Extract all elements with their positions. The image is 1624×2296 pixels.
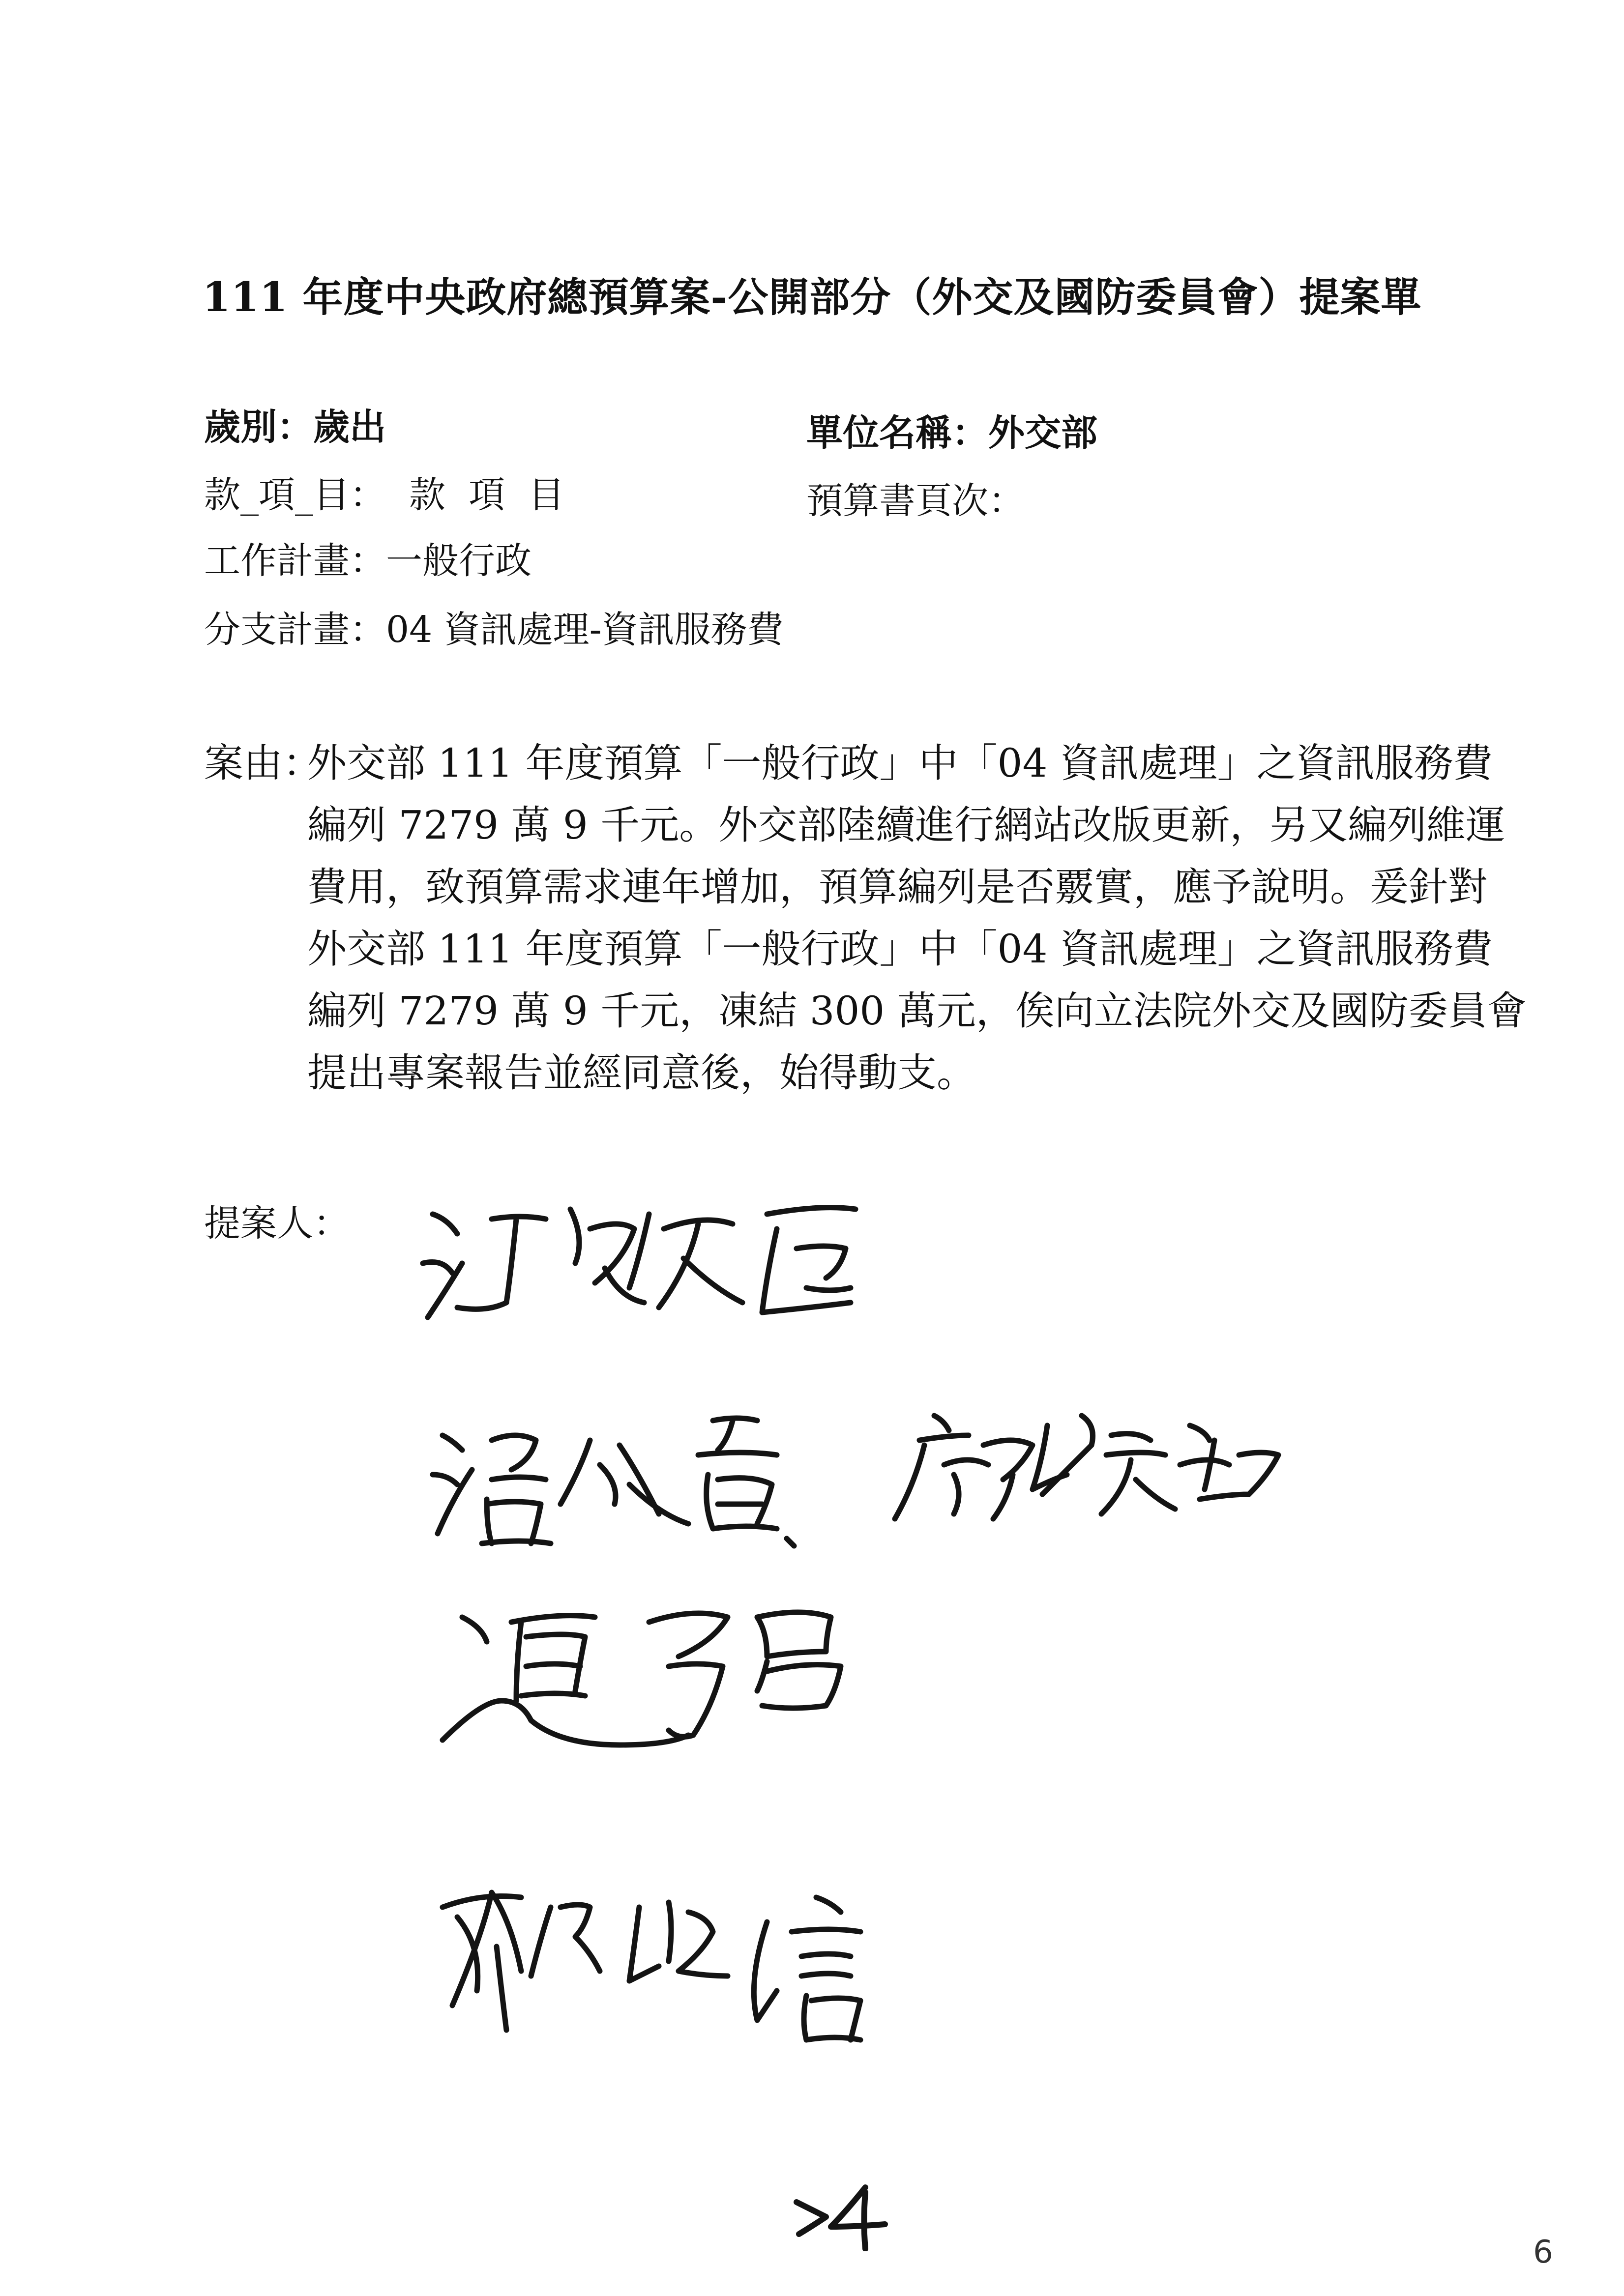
item-field: 款_項_目： 款 項 目 [204, 474, 565, 516]
budget-page-field: 預算書頁次： [806, 480, 1025, 522]
document-title: 111 年度中央政府總預算案-公開部分（外交及國防委員會）提案單 [202, 274, 1422, 321]
reason-line: 編列 7279 萬 9 千元，凍結 300 萬元，俟向立法院外交及國防委員會 [307, 988, 1527, 1034]
handwritten-signature-4 [443, 1892, 860, 2040]
unit-name-field: 單位名稱：外交部 [806, 412, 1097, 454]
reason-line: 提出專案報告並經同意後，始得動支。 [307, 1050, 976, 1096]
reason-line: 費用，致預算需求連年增加，預算編列是否覈實，應予說明。爰針對 [307, 864, 1487, 910]
handwritten-signature-1 [423, 1208, 856, 1317]
year-type-field: 歲別：歲出 [204, 406, 386, 448]
handwritten-page-mark [792, 2182, 890, 2251]
work-plan-field: 工作計畫：一般行政 [204, 540, 531, 582]
page-number: 6 [1533, 2234, 1553, 2270]
reason-line: 編列 7279 萬 9 千元。外交部陸續進行網站改版更新，另又編列維運 [307, 802, 1506, 848]
handwritten-signature-3 [443, 1612, 841, 1745]
handwritten-signature-2 [433, 1416, 1278, 1546]
reason-line: 外交部 111 年度預算「一般行政」中「04 資訊處理」之資訊服務費 [307, 740, 1493, 786]
reason-label: 案由： [204, 740, 322, 786]
reason-line: 外交部 111 年度預算「一般行政」中「04 資訊處理」之資訊服務費 [307, 926, 1493, 972]
proposer-label: 提案人： [204, 1202, 350, 1245]
sub-plan-field: 分支計畫：04 資訊處理-資訊服務費 [204, 609, 784, 651]
